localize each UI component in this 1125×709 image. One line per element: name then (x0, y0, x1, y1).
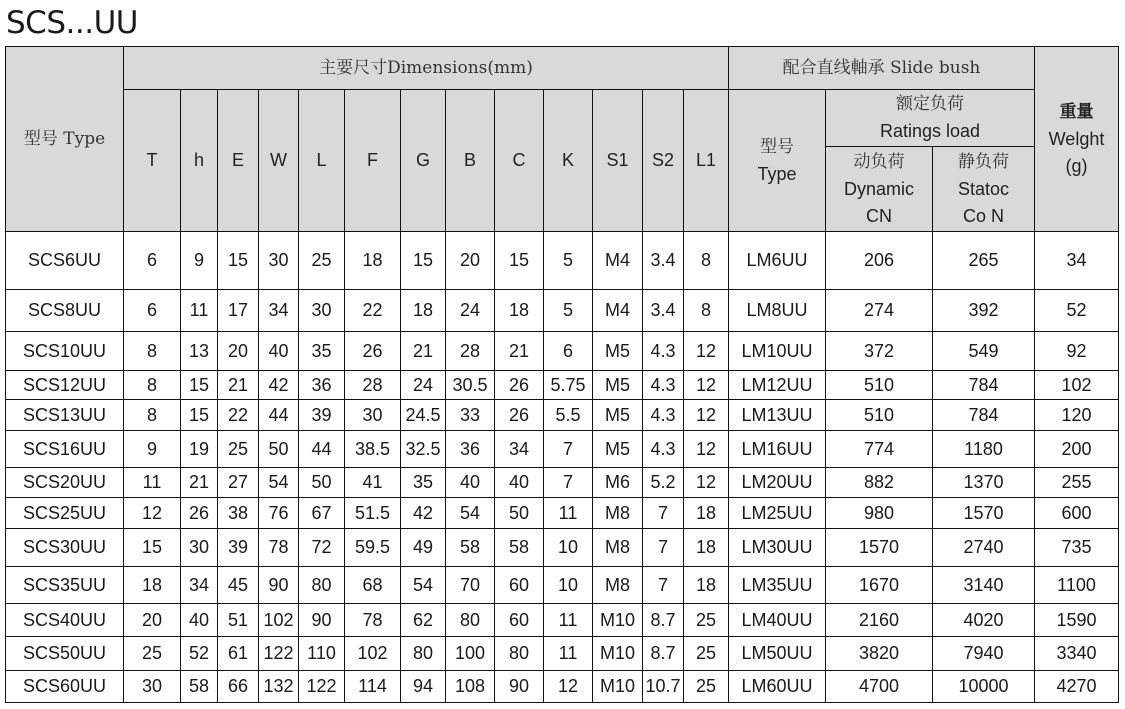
value-cell: 36 (446, 431, 495, 468)
value-cell: 18 (495, 290, 544, 332)
value-cell: 27 (218, 468, 259, 498)
value-cell: 41 (345, 468, 401, 498)
value-cell: 2740 (933, 529, 1035, 567)
value-cell: 26 (495, 400, 544, 431)
table-row (6, 232, 1119, 290)
value-cell: 68 (345, 567, 401, 604)
header-static-load (933, 147, 1035, 232)
value-cell: 62 (401, 604, 446, 637)
table-row (6, 604, 1119, 637)
value-cell: M5 (593, 431, 643, 468)
value-cell: 38 (218, 498, 259, 529)
value-cell: 50 (259, 431, 299, 468)
value-cell: M5 (593, 332, 643, 371)
value-cell: 12 (684, 400, 729, 431)
value-cell: 52 (1035, 290, 1119, 332)
value-cell: 94 (401, 671, 446, 703)
value-cell: 274 (826, 290, 933, 332)
bush-type-cell: LM12UU (729, 371, 826, 400)
value-cell: 50 (495, 498, 544, 529)
table-body (6, 232, 1119, 703)
value-cell: 42 (259, 371, 299, 400)
value-cell: 26 (181, 498, 218, 529)
value-cell: 12 (124, 498, 181, 529)
value-cell: 6 (544, 332, 593, 371)
value-cell: 392 (933, 290, 1035, 332)
value-cell: 3340 (1035, 637, 1119, 671)
value-cell: 4020 (933, 604, 1035, 637)
value-cell: 11 (181, 290, 218, 332)
value-cell: 8 (684, 232, 729, 290)
bush-type-cell: LM6UU (729, 232, 826, 290)
value-cell: 11 (124, 468, 181, 498)
value-cell: 10000 (933, 671, 1035, 703)
model-cell: SCS60UU (6, 671, 124, 703)
header-K: K (544, 90, 593, 232)
static-cn-label: 静负荷 (958, 151, 1009, 172)
value-cell: M10 (593, 671, 643, 703)
value-cell: M8 (593, 567, 643, 604)
value-cell: 122 (259, 637, 299, 671)
value-cell: 59.5 (345, 529, 401, 567)
header-slide-bush-group (729, 47, 1035, 90)
value-cell: 80 (446, 604, 495, 637)
weight-cn-label: 重量 (1059, 101, 1094, 122)
value-cell: 33 (446, 400, 495, 431)
value-cell: 34 (495, 431, 544, 468)
value-cell: 90 (495, 671, 544, 703)
value-cell: 28 (345, 371, 401, 400)
value-cell: 44 (259, 400, 299, 431)
value-cell: 18 (684, 498, 729, 529)
table-row (6, 671, 1119, 703)
bush-type-cn-label: 型号 (760, 136, 794, 157)
bush-type-cell: LM10UU (729, 332, 826, 371)
value-cell: 13 (181, 332, 218, 371)
model-cell: SCS8UU (6, 290, 124, 332)
value-cell: 102 (345, 637, 401, 671)
value-cell: 12 (684, 468, 729, 498)
value-cell: 78 (259, 529, 299, 567)
value-cell: 3820 (826, 637, 933, 671)
value-cell: M8 (593, 529, 643, 567)
value-cell: 39 (299, 400, 345, 431)
value-cell: 784 (933, 400, 1035, 431)
value-cell: M4 (593, 290, 643, 332)
value-cell: M5 (593, 400, 643, 431)
value-cell: 15 (218, 232, 259, 290)
value-cell: M6 (593, 468, 643, 498)
value-cell: 10 (544, 529, 593, 567)
value-cell: 21 (181, 468, 218, 498)
value-cell: 5 (544, 290, 593, 332)
value-cell: 19 (181, 431, 218, 468)
bush-type-cell: LM13UU (729, 400, 826, 431)
value-cell: 114 (345, 671, 401, 703)
value-cell: 784 (933, 371, 1035, 400)
header-S1: S1 (593, 90, 643, 232)
model-cell: SCS13UU (6, 400, 124, 431)
value-cell: 30 (299, 290, 345, 332)
value-cell: 7 (643, 529, 684, 567)
table-row (6, 498, 1119, 529)
value-cell: 120 (1035, 400, 1119, 431)
value-cell: 34 (1035, 232, 1119, 290)
value-cell: 1370 (933, 468, 1035, 498)
header-h: h (181, 90, 218, 232)
value-cell: 735 (1035, 529, 1119, 567)
value-cell: 5.2 (643, 468, 684, 498)
value-cell: 15 (401, 232, 446, 290)
value-cell: 1570 (826, 529, 933, 567)
header-S2: S2 (643, 90, 684, 232)
table-row (6, 290, 1119, 332)
model-cell: SCS25UU (6, 498, 124, 529)
value-cell: 34 (259, 290, 299, 332)
value-cell: 40 (259, 332, 299, 371)
value-cell: 21 (218, 371, 259, 400)
value-cell: 25 (218, 431, 259, 468)
value-cell: 18 (124, 567, 181, 604)
value-cell: 12 (684, 332, 729, 371)
static-unit-label: Co N (962, 205, 1004, 226)
value-cell: 4.3 (643, 400, 684, 431)
value-cell: 3140 (933, 567, 1035, 604)
model-cell: SCS6UU (6, 232, 124, 290)
value-cell: 52 (181, 637, 218, 671)
value-cell: 24 (401, 371, 446, 400)
value-cell: 255 (1035, 468, 1119, 498)
value-cell: 8 (124, 371, 181, 400)
value-cell: 22 (345, 290, 401, 332)
bush-type-cell: LM30UU (729, 529, 826, 567)
bush-type-cell: LM16UU (729, 431, 826, 468)
header-L1: L1 (684, 90, 729, 232)
value-cell: 11 (544, 637, 593, 671)
value-cell: 510 (826, 400, 933, 431)
value-cell: 510 (826, 371, 933, 400)
header-weight (1035, 47, 1119, 232)
value-cell: 7 (544, 431, 593, 468)
value-cell: 1180 (933, 431, 1035, 468)
table-row (6, 332, 1119, 371)
header-E: E (218, 90, 259, 232)
bush-type-cell: LM8UU (729, 290, 826, 332)
value-cell: 32.5 (401, 431, 446, 468)
value-cell: 76 (259, 498, 299, 529)
value-cell: 25 (684, 604, 729, 637)
value-cell: 102 (1035, 371, 1119, 400)
value-cell: 3.4 (643, 290, 684, 332)
value-cell: 1590 (1035, 604, 1119, 637)
value-cell: 40 (446, 468, 495, 498)
bush-type-cell: LM35UU (729, 567, 826, 604)
value-cell: 54 (401, 567, 446, 604)
bush-type-cell: LM20UU (729, 468, 826, 498)
value-cell: 70 (446, 567, 495, 604)
value-cell: 200 (1035, 431, 1119, 468)
dynamic-cn-label: 动负荷 (853, 151, 905, 172)
value-cell: 980 (826, 498, 933, 529)
model-cell: SCS50UU (6, 637, 124, 671)
value-cell: 882 (826, 468, 933, 498)
value-cell: 21 (401, 332, 446, 371)
value-cell: 35 (299, 332, 345, 371)
value-cell: 38.5 (345, 431, 401, 468)
table-row (6, 637, 1119, 671)
static-en-label: Statoc (957, 178, 1010, 199)
value-cell: 12 (684, 431, 729, 468)
value-cell: 9 (181, 232, 218, 290)
value-cell: 132 (259, 671, 299, 703)
table-row (6, 468, 1119, 498)
value-cell: 7 (544, 468, 593, 498)
header-L: L (299, 90, 345, 232)
value-cell: 34 (181, 567, 218, 604)
value-cell: 58 (446, 529, 495, 567)
slide-bush-group-label: 配合直线軸承 Slide bush (782, 58, 981, 78)
value-cell: 39 (218, 529, 259, 567)
value-cell: 108 (446, 671, 495, 703)
value-cell: 40 (495, 468, 544, 498)
value-cell: 35 (401, 468, 446, 498)
weight-en-label: Welght (1048, 128, 1105, 149)
value-cell: 4.3 (643, 371, 684, 400)
value-cell: 20 (446, 232, 495, 290)
bush-type-cell: LM40UU (729, 604, 826, 637)
value-cell: 10 (544, 567, 593, 604)
value-cell: 80 (495, 637, 544, 671)
header-T: T (124, 90, 181, 232)
value-cell: 4.3 (643, 332, 684, 371)
value-cell: 8.7 (643, 637, 684, 671)
value-cell: 25 (684, 671, 729, 703)
value-cell: 25 (299, 232, 345, 290)
bush-type-cell: LM50UU (729, 637, 826, 671)
header-dynamic-load (826, 147, 933, 232)
value-cell: 24.5 (401, 400, 446, 431)
value-cell: 36 (299, 371, 345, 400)
table-row (6, 400, 1119, 431)
value-cell: 10.7 (643, 671, 684, 703)
value-cell: 122 (299, 671, 345, 703)
value-cell: 5.5 (544, 400, 593, 431)
value-cell: 11 (544, 498, 593, 529)
value-cell: 54 (259, 468, 299, 498)
value-cell: 6 (124, 232, 181, 290)
value-cell: 26 (495, 371, 544, 400)
bush-type-cell: LM60UU (729, 671, 826, 703)
value-cell: 7940 (933, 637, 1035, 671)
value-cell: 4700 (826, 671, 933, 703)
value-cell: 17 (218, 290, 259, 332)
value-cell: 7 (643, 498, 684, 529)
value-cell: 8 (124, 332, 181, 371)
header-C: C (495, 90, 544, 232)
value-cell: 45 (218, 567, 259, 604)
value-cell: 15 (181, 371, 218, 400)
value-cell: 50 (299, 468, 345, 498)
value-cell: 1670 (826, 567, 933, 604)
value-cell: M10 (593, 637, 643, 671)
value-cell: 18 (684, 567, 729, 604)
value-cell: 8 (124, 400, 181, 431)
value-cell: 102 (259, 604, 299, 637)
ratings-cn-label: 额定负荷 (896, 94, 964, 114)
value-cell: 90 (259, 567, 299, 604)
header-bush-type (729, 90, 826, 232)
model-cell: SCS10UU (6, 332, 124, 371)
value-cell: M10 (593, 604, 643, 637)
value-cell: 58 (181, 671, 218, 703)
value-cell: 100 (446, 637, 495, 671)
value-cell: 7 (643, 567, 684, 604)
value-cell: 80 (401, 637, 446, 671)
value-cell: 60 (495, 567, 544, 604)
model-cell: SCS30UU (6, 529, 124, 567)
dynamic-en-label: Dynamic (843, 178, 914, 199)
value-cell: 774 (826, 431, 933, 468)
value-cell: 110 (299, 637, 345, 671)
value-cell: M4 (593, 232, 643, 290)
value-cell: 15 (181, 400, 218, 431)
value-cell: 30 (181, 529, 218, 567)
value-cell: 80 (299, 567, 345, 604)
value-cell: 25 (684, 637, 729, 671)
table-row (6, 529, 1119, 567)
value-cell: 15 (495, 232, 544, 290)
value-cell: 2160 (826, 604, 933, 637)
value-cell: 78 (345, 604, 401, 637)
header-ratings-load (826, 90, 1035, 147)
value-cell: 60 (495, 604, 544, 637)
header-G: G (401, 90, 446, 232)
value-cell: 6 (124, 290, 181, 332)
header-dimensions-group (124, 47, 729, 90)
model-cell: SCS35UU (6, 567, 124, 604)
value-cell: 4.3 (643, 431, 684, 468)
weight-unit-label: (g) (1065, 155, 1088, 176)
value-cell: 1570 (933, 498, 1035, 529)
page-title: SCS...UU (6, 5, 138, 41)
header-F: F (345, 90, 401, 232)
model-cell: SCS20UU (6, 468, 124, 498)
value-cell: 54 (446, 498, 495, 529)
value-cell: 30 (124, 671, 181, 703)
value-cell: 549 (933, 332, 1035, 371)
value-cell: 18 (401, 290, 446, 332)
value-cell: 12 (544, 671, 593, 703)
value-cell: 40 (181, 604, 218, 637)
ratings-en-label: Ratings load (879, 121, 981, 141)
value-cell: 18 (684, 529, 729, 567)
value-cell: 18 (345, 232, 401, 290)
header-type-label: 型号 Type (23, 129, 106, 149)
value-cell: M8 (593, 498, 643, 529)
header-B: B (446, 90, 495, 232)
dynamic-unit-label: CN (866, 205, 892, 226)
value-cell: 30 (259, 232, 299, 290)
value-cell: 66 (218, 671, 259, 703)
value-cell: 20 (218, 332, 259, 371)
value-cell: 8.7 (643, 604, 684, 637)
table-row (6, 567, 1119, 604)
model-cell: SCS40UU (6, 604, 124, 637)
value-cell: 67 (299, 498, 345, 529)
value-cell: 8 (684, 290, 729, 332)
bush-type-en-label: Type (757, 163, 797, 184)
value-cell: 30.5 (446, 371, 495, 400)
value-cell: 372 (826, 332, 933, 371)
header-type (6, 47, 124, 232)
value-cell: 22 (218, 400, 259, 431)
value-cell: 4270 (1035, 671, 1119, 703)
value-cell: 92 (1035, 332, 1119, 371)
value-cell: 206 (826, 232, 933, 290)
value-cell: 9 (124, 431, 181, 468)
value-cell: 25 (124, 637, 181, 671)
model-cell: SCS16UU (6, 431, 124, 468)
value-cell: 72 (299, 529, 345, 567)
value-cell: 265 (933, 232, 1035, 290)
value-cell: 61 (218, 637, 259, 671)
value-cell: 1100 (1035, 567, 1119, 604)
value-cell: 24 (446, 290, 495, 332)
value-cell: 30 (345, 400, 401, 431)
model-cell: SCS12UU (6, 371, 124, 400)
header-W: W (259, 90, 299, 232)
value-cell: 11 (544, 604, 593, 637)
table-row (6, 431, 1119, 468)
value-cell: 42 (401, 498, 446, 529)
value-cell: 5 (544, 232, 593, 290)
bush-type-cell: LM25UU (729, 498, 826, 529)
spec-table (5, 46, 1119, 703)
dimensions-group-label: 主要尺寸Dimensions(mm) (319, 58, 533, 78)
value-cell: 90 (299, 604, 345, 637)
value-cell: 15 (124, 529, 181, 567)
value-cell: 44 (299, 431, 345, 468)
value-cell: 3.4 (643, 232, 684, 290)
value-cell: 28 (446, 332, 495, 371)
value-cell: 21 (495, 332, 544, 371)
value-cell: 51.5 (345, 498, 401, 529)
value-cell: 5.75 (544, 371, 593, 400)
table-row (6, 371, 1119, 400)
value-cell: 20 (124, 604, 181, 637)
value-cell: 12 (684, 371, 729, 400)
value-cell: 49 (401, 529, 446, 567)
value-cell: 58 (495, 529, 544, 567)
value-cell: M5 (593, 371, 643, 400)
value-cell: 26 (345, 332, 401, 371)
value-cell: 51 (218, 604, 259, 637)
value-cell: 600 (1035, 498, 1119, 529)
